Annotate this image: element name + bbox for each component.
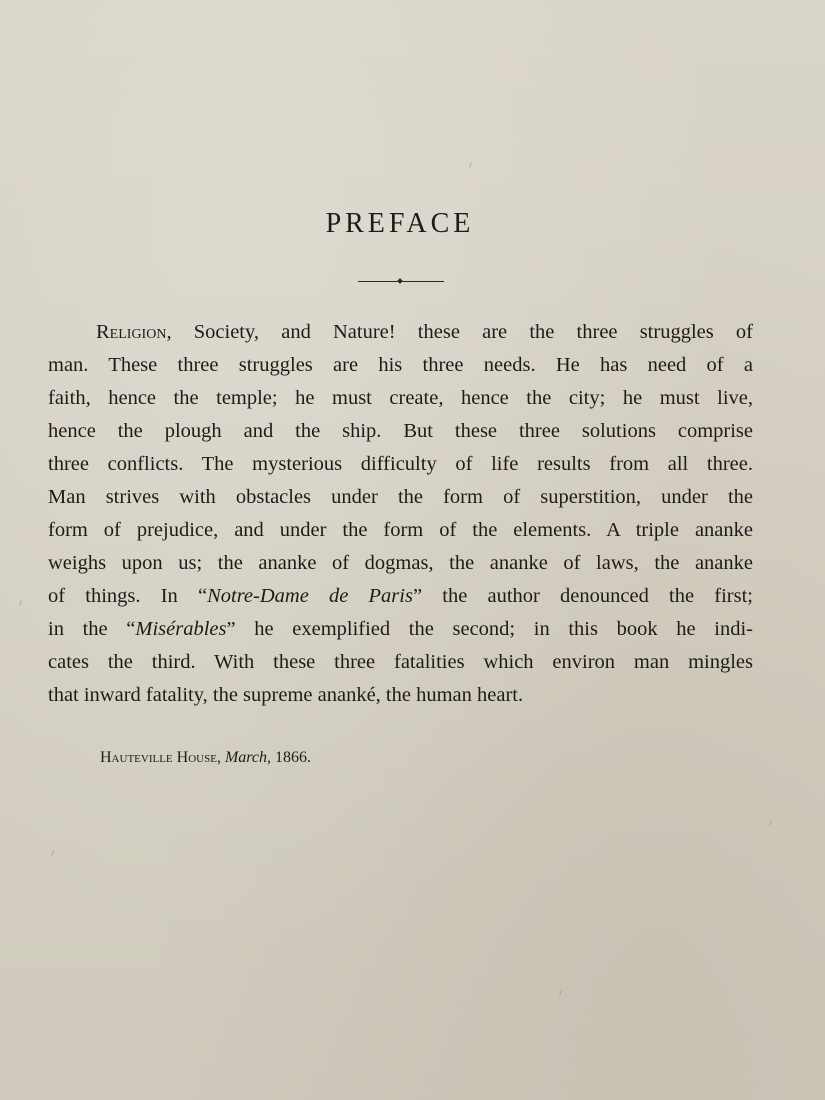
signature-month: March: [224, 749, 267, 766]
paper-speck: [769, 820, 772, 826]
text-line: hence the plough and the ship. But these three solutions comprise: [48, 420, 753, 442]
book-title-notre-dame: Notre-Dame de Paris: [207, 585, 413, 607]
text-line: form of prejudice, and under the form of the elements. A triple ananke: [48, 519, 753, 541]
text-line: faith, hence the temple; he must create, hence the city; he must live,: [48, 387, 753, 409]
drop-word: Religion: [96, 321, 167, 343]
book-title-miserables: Misérables: [135, 618, 227, 640]
paper-speck: [51, 850, 54, 856]
text-line: cates the third. With these three fatalities which environ man mingles: [48, 651, 753, 673]
text-line: [48, 316, 753, 349]
signature-place: Hauteville House: [100, 749, 217, 766]
text-line: Man strives with obstacles under the form of superstition, under the: [48, 486, 753, 508]
paper-speck: [469, 162, 472, 168]
text-span: , Society, and Nature! these are the three struggles of: [166, 321, 753, 343]
paper-speck: [559, 990, 562, 996]
text-span: ” the author denounced the first;: [412, 585, 754, 607]
text-span: ” he exemplified the second; in this book he indi-: [226, 618, 753, 640]
signature-line: [100, 749, 311, 767]
text-line: three conflicts. The mysterious difficulty of life results from all three.: [48, 453, 753, 475]
preface-paragraph: [48, 316, 753, 712]
paper-speck: [19, 600, 22, 606]
text-line: [48, 580, 753, 613]
ornament-diamond-icon: [397, 278, 403, 284]
signature-sep: ,: [216, 749, 225, 766]
title-ornament-rule: [358, 279, 444, 285]
text-span: of things. In “: [48, 585, 208, 607]
text-line: man. These three struggles are his three needs. He has need of a: [48, 354, 753, 376]
text-span: in the “: [48, 618, 136, 640]
text-line: [48, 613, 753, 646]
signature-year: , 1866.: [267, 749, 311, 766]
text-line: that inward fatality, the supreme ananké, the human heart.: [48, 684, 524, 706]
text-line: weighs upon us; the ananke of dogmas, the ananke of laws, the ananke: [48, 552, 753, 574]
page-title: PREFACE: [325, 208, 475, 239]
